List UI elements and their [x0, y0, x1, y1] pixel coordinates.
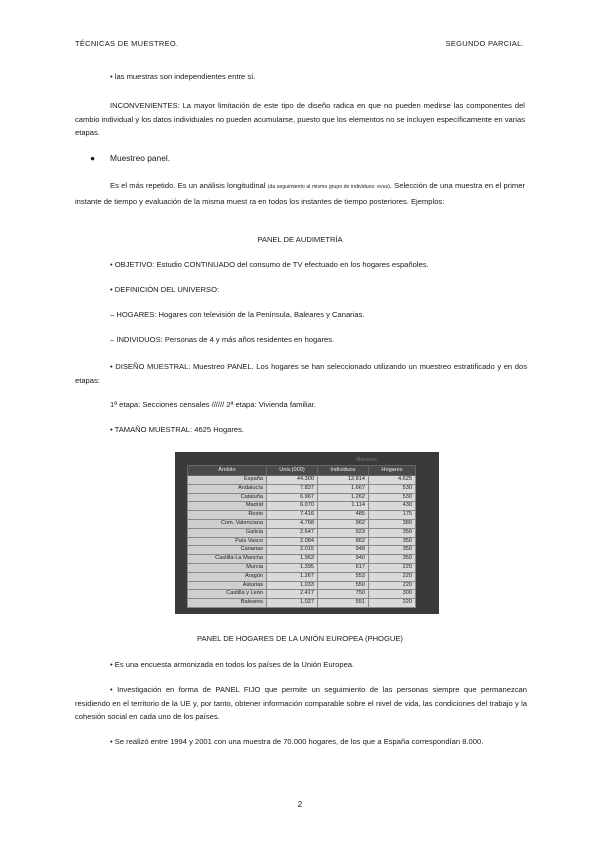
table-cell: 485: [318, 511, 369, 520]
table-cell: 923: [318, 528, 369, 537]
bullet-dot-icon: ●: [90, 153, 96, 163]
table-cell: Castilla y León: [188, 590, 267, 599]
table-row: [188, 572, 416, 581]
table-cell: Andalucía: [188, 484, 267, 493]
table-cell: 1.114: [318, 502, 369, 511]
table-cell: 617: [318, 563, 369, 572]
table-cell: 7.837: [267, 484, 318, 493]
audimetria-table: [187, 456, 416, 608]
muestras-label: Muestras: [356, 456, 377, 463]
phogue-2: • Investigación en forma de PANEL FIJO que permite un seguimiento de las personas siempre que permanezcan residiendo en el territorio de la UE y, por tanto, obtener información comparable sobre el nivel de vida, las condiciones del trabajo y la cohesión social en cada uno de los países.: [75, 685, 527, 721]
table-row: [188, 493, 416, 502]
table-cell: 7.416: [267, 511, 318, 520]
table-cell: 380: [369, 519, 416, 528]
table-cell: 350: [369, 528, 416, 537]
table-cell: 750: [318, 590, 369, 599]
table-row: [188, 581, 416, 590]
table-cell: Cataluña: [188, 493, 267, 502]
table-row: [188, 590, 416, 599]
table-row: [188, 537, 416, 546]
hogares-def: – HOGARES: Hogares con televisión de la Península, Baleares y Canarias.: [110, 310, 365, 319]
table-cell: País Vasco: [188, 537, 267, 546]
diseno-muestral: • DISEÑO MUESTRAL: Muestreo PANEL. Los hogares se han seleccionado utilizando un muestreo estratificado y en dos etapas:: [75, 362, 527, 385]
table-cell: 300: [369, 590, 416, 599]
table-cell: 44.300: [267, 476, 318, 485]
table-cell: 862: [318, 537, 369, 546]
col-individuos: Individuos: [318, 466, 369, 476]
paragraph-panel-description: [75, 179, 525, 208]
table-cell: 2.417: [267, 590, 318, 599]
panel-desc-a: Es el más repetido. Es un análisis longitudinal: [110, 181, 268, 190]
bullet-muestreo-panel: [90, 152, 390, 166]
col-univ: Univ.(000): [267, 466, 318, 476]
table-cell: 4.625: [369, 476, 416, 485]
table-cell: 530: [369, 484, 416, 493]
audimetria-title: PANEL DE AUDIMETRÍA: [257, 235, 343, 244]
table-cell: España: [188, 476, 267, 485]
phogue-1: • Es una encuesta armonizada en todos los países de la Unión Europea.: [110, 660, 355, 669]
table-cell: 12.814: [318, 476, 369, 485]
table-cell: 430: [369, 502, 416, 511]
panel-desc-small: (da seguimiento al mismo grupo de individuos: evus): [267, 184, 390, 190]
table-cell: 350: [369, 546, 416, 555]
table-row: [188, 528, 416, 537]
table-cell: 553: [318, 572, 369, 581]
bullet-panel-label: Muestreo panel.: [110, 153, 171, 163]
panel-desc-b: . Selección de una muestra en el primer instante de tiempo y evaluación de la misma muest ra en todos los instantes de tiempo posteriores. Ejemplos:: [75, 181, 525, 206]
table-cell: 220: [369, 581, 416, 590]
header-right: SEGUNDO PARCIAL.: [445, 39, 524, 48]
table-row: [188, 484, 416, 493]
table-row: [188, 476, 416, 485]
table-cell: Madrid: [188, 502, 267, 511]
etapas: 1ª etapa: Secciones censales ////// 2ª etapa: Vivienda familiar.: [110, 400, 316, 409]
objetivo: • OBJETIVO: Estudio CONTINUADO del consumo de TV efectuado en los hogares españoles.: [110, 260, 429, 269]
paragraph-independent: • las muestras son independientes entre sí.: [110, 72, 256, 81]
table-row: [188, 555, 416, 564]
table-cell: 948: [318, 546, 369, 555]
table-cell: 2.647: [267, 528, 318, 537]
table-cell: Canarias: [188, 546, 267, 555]
table-cell: 4.768: [267, 519, 318, 528]
table-cell: 220: [369, 563, 416, 572]
table-cell: 6.967: [267, 493, 318, 502]
table-cell: 2.084: [267, 537, 318, 546]
table-cell: Resto: [188, 511, 267, 520]
table-cell: Castilla-La Mancha: [188, 555, 267, 564]
individuos-def: – INDIVIDUOS: Personas de 4 y más años residentes en hogares.: [110, 335, 335, 344]
table-cell: Murcia: [188, 563, 267, 572]
table-cell: 962: [318, 519, 369, 528]
table-cell: 1.963: [267, 555, 318, 564]
table-cell: 1.262: [318, 493, 369, 502]
table-cell: 1.267: [267, 572, 318, 581]
table-cell: Galicia: [188, 528, 267, 537]
header-left: TÉCNICAS DE MUESTREO.: [75, 39, 179, 48]
table-cell: Baleares: [188, 599, 267, 608]
table-cell: 6.070: [267, 502, 318, 511]
table-cell: 1.027: [267, 599, 318, 608]
table-cell: 551: [318, 599, 369, 608]
definicion-universo: • DEFINICIÓN DEL UNIVERSO:: [110, 285, 220, 294]
phogue-3: • Se realizó entre 1994 y 2001 con una muestra de 70.000 hogares, de los que a España correspondían 8.000.: [110, 737, 484, 746]
paragraph-inconvenientes: INCONVENIENTES: La mayor limitación de este tipo de diseño radica en que no pueden medirse las componentes del cambio individual y los datos individuales no pueden acumularse, puesto que los elementos no se incluyen específicamente en varias etapas.: [75, 101, 525, 137]
table-cell: 1.667: [318, 484, 369, 493]
table-cell: 1.395: [267, 563, 318, 572]
table-cell: 350: [369, 555, 416, 564]
table-row: [188, 502, 416, 511]
table-cell: 1.033: [267, 581, 318, 590]
page-number: 2: [297, 800, 303, 809]
table-row: [188, 599, 416, 608]
table-cell: 220: [369, 599, 416, 608]
table-row: [188, 546, 416, 555]
table-cell: 550: [318, 581, 369, 590]
table-row: [188, 563, 416, 572]
table-cell: Com. Valenciana: [188, 519, 267, 528]
table-row: [188, 519, 416, 528]
table-cell: 175: [369, 511, 416, 520]
col-ambito: Ámbito: [188, 466, 267, 476]
tamano-muestral: • TAMAÑO MUESTRAL: 4625 Hogares.: [110, 425, 245, 434]
table-cell: 2.015: [267, 546, 318, 555]
table-cell: 530: [369, 493, 416, 502]
table-cell: Aragón: [188, 572, 267, 581]
table-row: [188, 511, 416, 520]
table-cell: 220: [369, 572, 416, 581]
audimetria-table-image: [175, 452, 439, 614]
col-hogares: Hogares: [369, 466, 416, 476]
table-cell: 940: [318, 555, 369, 564]
table-cell: Asturias: [188, 581, 267, 590]
table-cell: 350: [369, 537, 416, 546]
phogue-title: PANEL DE HOGARES DE LA UNIÓN EUROPEA (PHOGUE): [197, 634, 403, 643]
